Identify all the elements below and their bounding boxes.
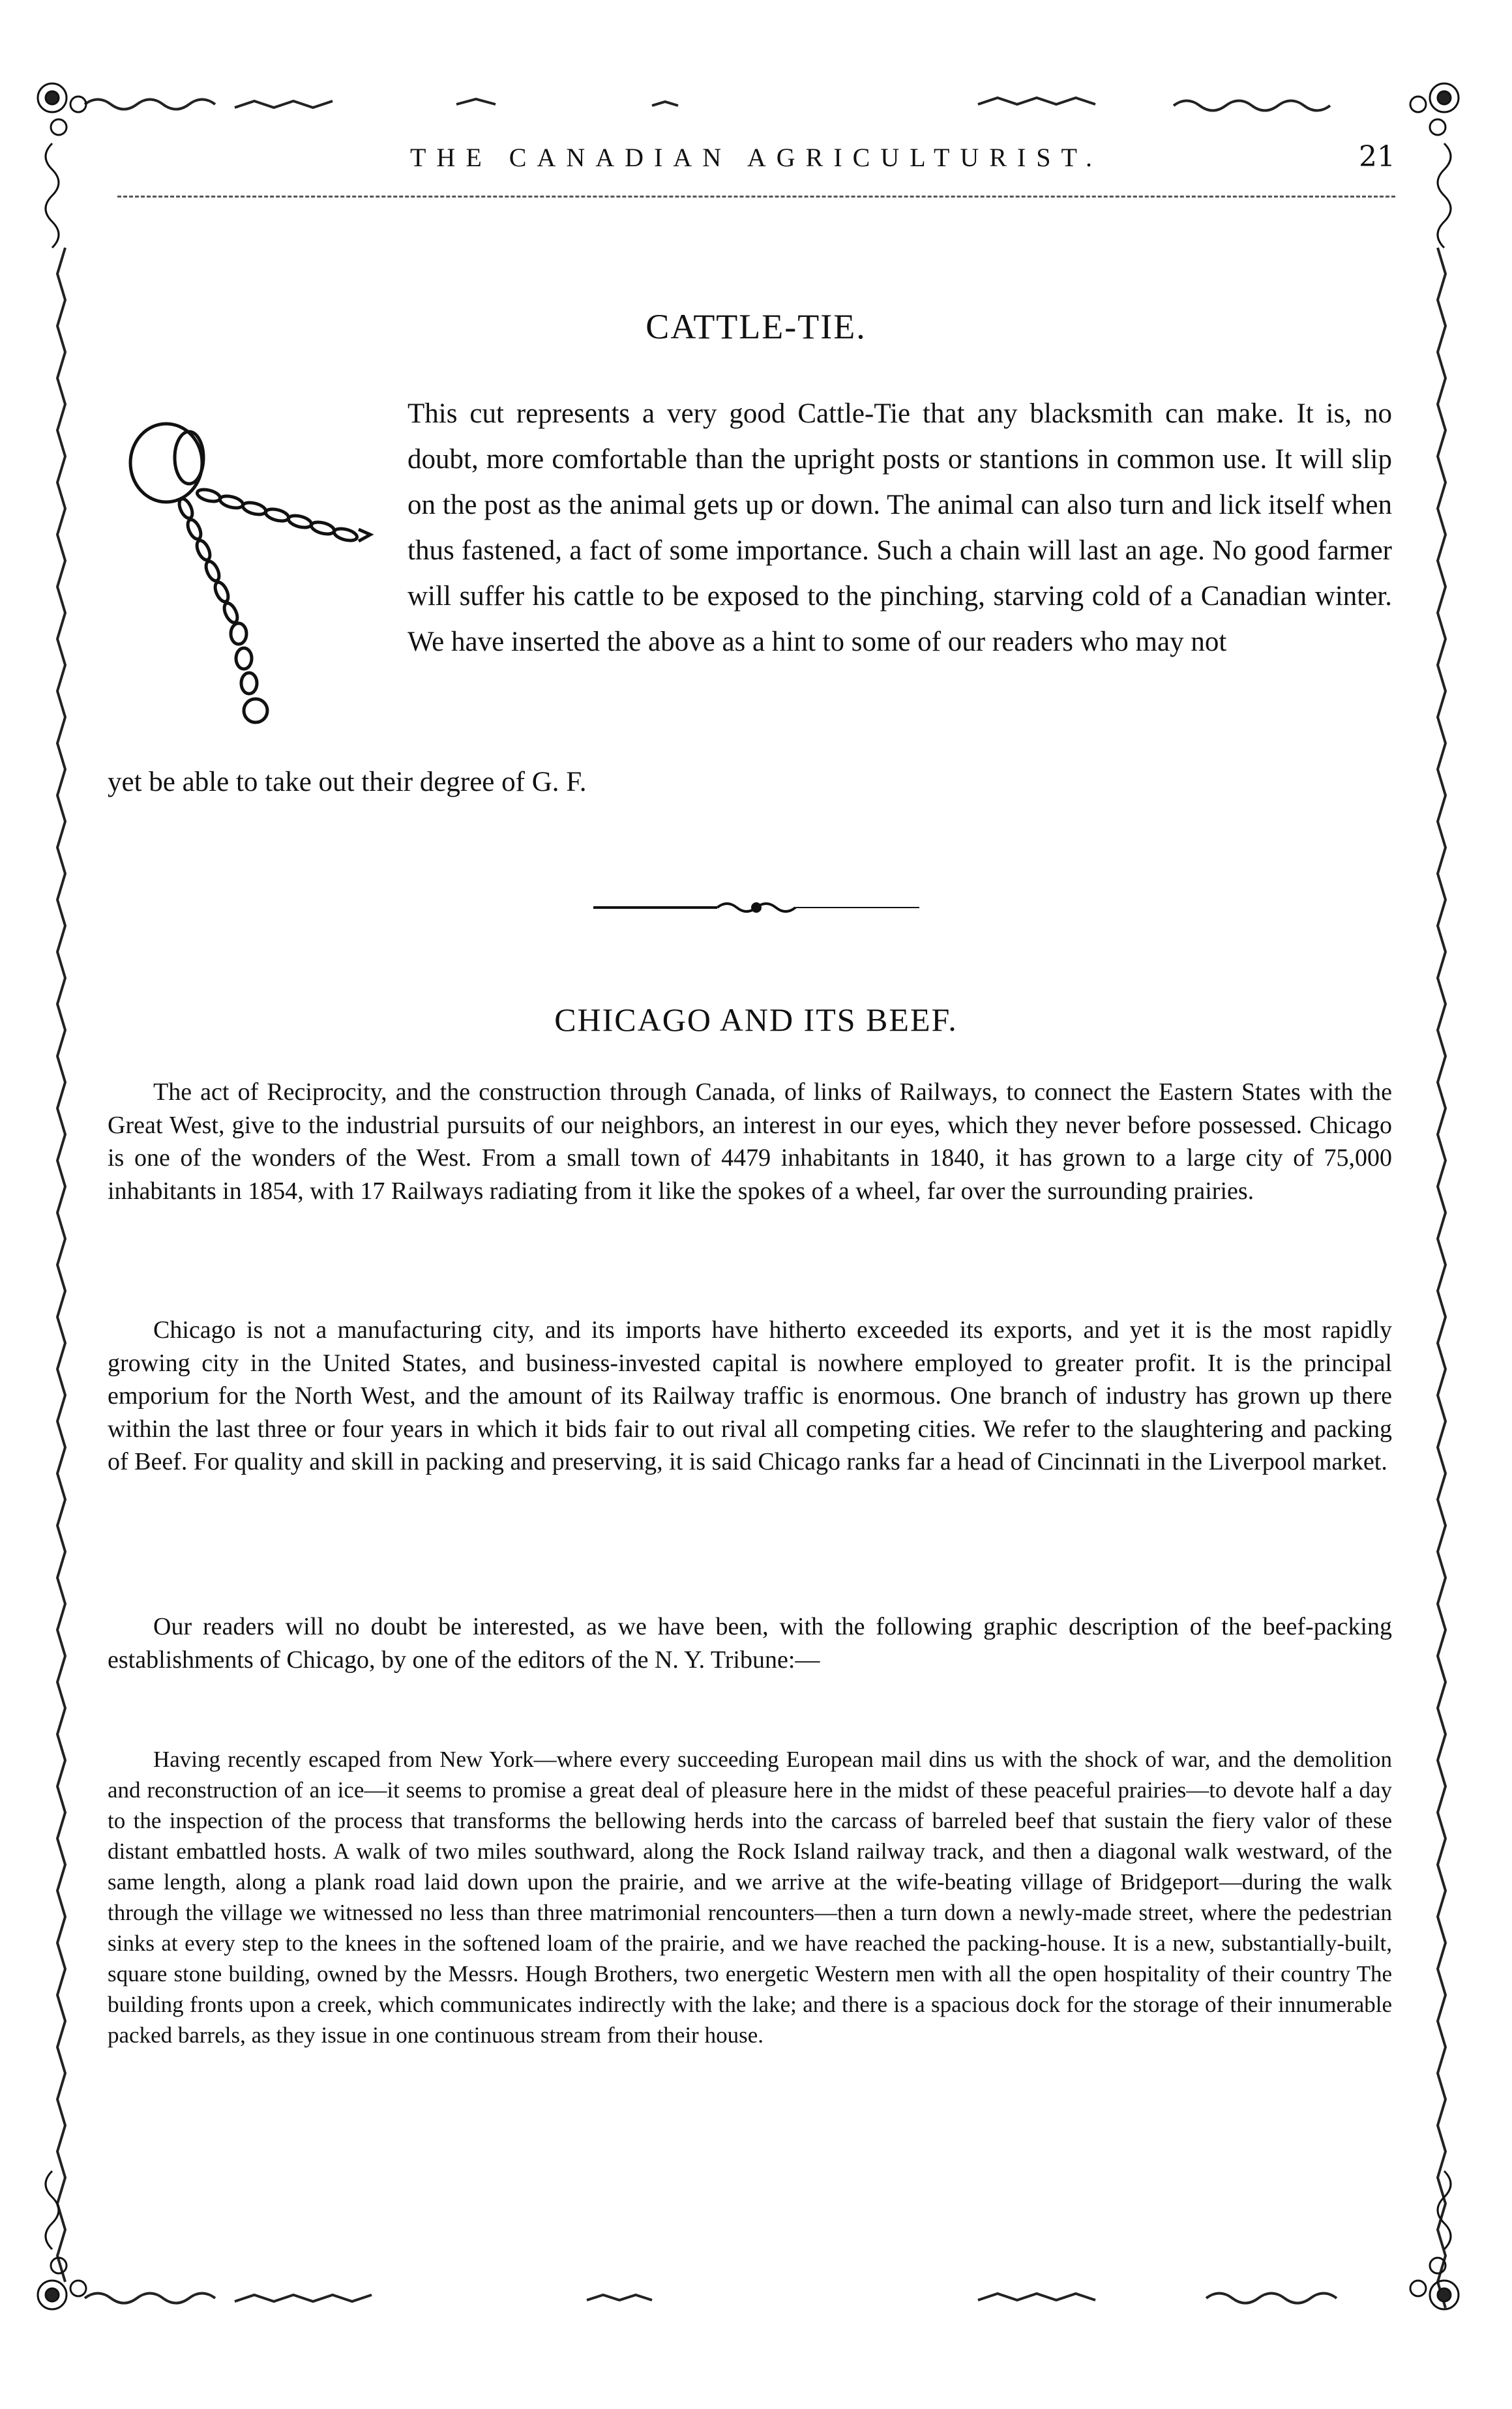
- chicago-paragraph-reciprocity: The act of Reciprocity, and the construction through Canada, of links of Railways, to connect the Eastern States with the Great West, give to the industrial pursuits of our neighbors, an interest in our eyes, which they never before possessed. Chicago is one of the wonders of the West. From a small town of 4479 inhabitants in 1840, it has grown to a large city of 75,000 inhabitants in 1854, with 17 Railways radiating from it like the spokes of a wheel, far over the surrounding prairies.: [108, 1078, 1392, 1205]
- running-header: [117, 140, 1395, 173]
- chicago-paragraph-industry: Chicago is not a manufacturing city, and its imports have hitherto exceeded its exports, and yet it is the most rapidly growing city in the United States, and business-invested capital is nowhere employed to greater profit. It is the principal emporium for the North West, and the amount of its Railway traffic is enormous. One branch of industry has grown up there within the last three or four years in which it bids fair to out rival all competing cities. We refer to the slaughtering and packing of Beef. For quality and skill in packing and preserving, it is said Chicago ranks far a head of Cincinnati in the Liverpool market.: [108, 1316, 1392, 1475]
- article-title-chicago: CHICAGO AND ITS BEEF.: [554, 1001, 958, 1038]
- header-rule: [117, 196, 1395, 198]
- cattle-tie-paragraph: This cut represents a very good Cattle-Tie that any blacksmith can make. It is, no doubt, more comfortable than the upright posts or stantions in common use. It will slip on the post as the animal gets up or down. The animal can also turn and lick itself when thus fastened, a fact of some importance. Such a chain will last an age. No good farmer will suffer his cattle to be exposed to the pinching, starving cold of a Canadian winter. We have inserted the above as a hint to some of our readers who may not: [408, 398, 1392, 657]
- journal-title: THE CANADIAN AGRICULTURIST.: [410, 143, 1103, 172]
- section-divider-ornament: [587, 894, 926, 921]
- article-title-cattle-tie: CATTLE-TIE.: [645, 307, 867, 346]
- cattle-tie-chain-illustration: [111, 411, 385, 730]
- cattle-tie-paragraph-end: yet be able to take out their degree of G. F.: [108, 767, 587, 797]
- chicago-paragraph-readers: Our readers will no doubt be interested, as we have been, with the following graphic description of the beef-packing establishments of Chicago, by one of the editors of the N. Y. Tribune:—: [108, 1613, 1392, 1674]
- page-number: 21: [1359, 140, 1395, 173]
- chicago-paragraph-tribune-quote: Having recently escaped from New York—where every succeeding European mail dins us with the shock of war, and the demolition and reconstruction of an ice—it seems to promise a great deal of pleasure here in the midst of these peaceful prairies—to devote half a day to the inspection of the process that transforms the bellowing herds into the carcass of barreled beef that sustain the fiery valor of these distant embattled hosts. A walk of two miles southward, along the Rock Island railway track, and then a diagonal walk westward, of the same length, along a plank road laid down upon the prairie, and we arrive at the wife-beating village of Bridgeport—during the walk through the village we witnessed no less than three matrimonial rencounters—then a turn down a newly-made street, where the pedestrian sinks at every step to the knees in the softened loam of the prairie, and we have reached the packing-house. It is a new, substantially-built, square stone building, owned by the Messrs. Hough Brothers, two energetic Western men with all the open hospitality of their country The building fronts upon a creek, which communicates indirectly with the lake; and there is a spacious dock for the storage of their innumerable packed barrels, as they issue in one continuous stream from their house.: [108, 1747, 1392, 2048]
